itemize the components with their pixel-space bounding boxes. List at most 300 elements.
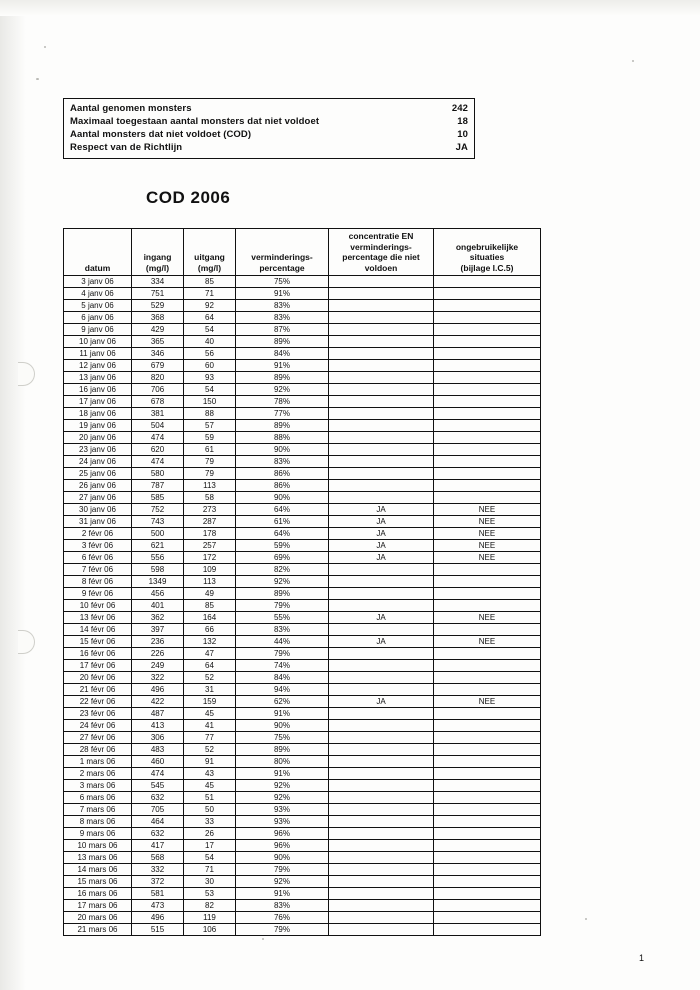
cell-uitgang: 52 — [184, 744, 236, 756]
cell-verminderingspercentage: 89% — [236, 372, 329, 384]
header-line: verminderings- — [350, 241, 412, 252]
cell-ongebruikelijke-situaties — [434, 624, 541, 636]
cell-ongebruikelijke-situaties — [434, 588, 541, 600]
cell-concentratie — [329, 276, 434, 288]
table-row — [64, 672, 541, 684]
cell-ongebruikelijke-situaties: NEE — [434, 636, 541, 648]
cell-ongebruikelijke-situaties — [434, 384, 541, 396]
cell-verminderingspercentage: 92% — [236, 792, 329, 804]
cell-ongebruikelijke-situaties — [434, 420, 541, 432]
cell-uitgang: 45 — [184, 780, 236, 792]
table-row — [64, 468, 541, 480]
cell-ongebruikelijke-situaties: NEE — [434, 528, 541, 540]
cell-concentratie: JA — [329, 516, 434, 528]
cell-verminderingspercentage: 78% — [236, 396, 329, 408]
summary-value: 242 — [451, 103, 468, 114]
cell-uitgang: 59 — [184, 432, 236, 444]
scan-speck — [632, 60, 634, 62]
cell-ongebruikelijke-situaties — [434, 672, 541, 684]
cell-concentratie: JA — [329, 528, 434, 540]
cell-datum: 16 mars 06 — [64, 888, 132, 900]
cell-verminderingspercentage: 88% — [236, 432, 329, 444]
cell-concentratie — [329, 840, 434, 852]
table-row — [64, 312, 541, 324]
cell-verminderingspercentage: 59% — [236, 540, 329, 552]
cell-concentratie — [329, 708, 434, 720]
cell-ingang: 751 — [132, 288, 184, 300]
cell-verminderingspercentage: 89% — [236, 336, 329, 348]
table-row — [64, 408, 541, 420]
table-row — [64, 540, 541, 552]
page-title: COD 2006 — [146, 188, 231, 207]
cell-concentratie — [329, 576, 434, 588]
cell-concentratie: JA — [329, 504, 434, 516]
cell-datum: 21 févr 06 — [64, 684, 132, 696]
cell-uitgang: 60 — [184, 360, 236, 372]
table-row — [64, 720, 541, 732]
cell-uitgang: 43 — [184, 768, 236, 780]
cell-verminderingspercentage: 93% — [236, 804, 329, 816]
cell-uitgang: 79 — [184, 456, 236, 468]
cell-concentratie — [329, 288, 434, 300]
table-row — [64, 684, 541, 696]
cell-ingang: 381 — [132, 408, 184, 420]
cell-concentratie — [329, 300, 434, 312]
scan-speck — [36, 78, 39, 80]
cell-ingang: 621 — [132, 540, 184, 552]
cell-verminderingspercentage: 89% — [236, 588, 329, 600]
cell-concentratie — [329, 360, 434, 372]
cell-uitgang: 159 — [184, 696, 236, 708]
cell-concentratie — [329, 816, 434, 828]
cell-ingang: 556 — [132, 552, 184, 564]
cell-ongebruikelijke-situaties: NEE — [434, 552, 541, 564]
data-table-container — [63, 228, 540, 936]
cell-uitgang: 57 — [184, 420, 236, 432]
cell-uitgang: 150 — [184, 396, 236, 408]
cell-datum: 9 janv 06 — [64, 324, 132, 336]
scan-speck — [262, 938, 264, 940]
cell-ingang: 422 — [132, 696, 184, 708]
cell-datum: 20 janv 06 — [64, 432, 132, 444]
cell-datum: 23 janv 06 — [64, 444, 132, 456]
cell-ongebruikelijke-situaties — [434, 408, 541, 420]
cell-datum: 22 févr 06 — [64, 696, 132, 708]
cell-verminderingspercentage: 77% — [236, 408, 329, 420]
cell-datum: 10 févr 06 — [64, 600, 132, 612]
table-row — [64, 696, 541, 708]
cell-uitgang: 92 — [184, 300, 236, 312]
cell-ingang: 417 — [132, 840, 184, 852]
cell-verminderingspercentage: 89% — [236, 420, 329, 432]
cell-verminderingspercentage: 91% — [236, 288, 329, 300]
table-row — [64, 432, 541, 444]
cell-concentratie — [329, 444, 434, 456]
cell-verminderingspercentage: 90% — [236, 852, 329, 864]
cell-ingang: 496 — [132, 684, 184, 696]
cell-ongebruikelijke-situaties — [434, 360, 541, 372]
cell-concentratie: JA — [329, 612, 434, 624]
table-row — [64, 564, 541, 576]
punch-hole-icon — [18, 630, 35, 654]
cell-concentratie — [329, 468, 434, 480]
cell-concentratie: JA — [329, 552, 434, 564]
header-line: concentratie EN — [348, 231, 414, 241]
cell-verminderingspercentage: 90% — [236, 444, 329, 456]
cell-concentratie — [329, 876, 434, 888]
cell-uitgang: 113 — [184, 576, 236, 588]
cell-verminderingspercentage: 94% — [236, 684, 329, 696]
cell-verminderingspercentage: 83% — [236, 624, 329, 636]
cell-datum: 28 févr 06 — [64, 744, 132, 756]
cell-ingang: 483 — [132, 744, 184, 756]
summary-label: Maximaal toegestaan aantal monsters dat niet voldoet — [70, 116, 320, 127]
cell-verminderingspercentage: 86% — [236, 468, 329, 480]
cell-datum: 13 janv 06 — [64, 372, 132, 384]
cell-uitgang: 119 — [184, 912, 236, 924]
cell-ongebruikelijke-situaties: NEE — [434, 516, 541, 528]
table-row — [64, 708, 541, 720]
table-row — [64, 768, 541, 780]
cell-uitgang: 30 — [184, 876, 236, 888]
cell-ingang: 413 — [132, 720, 184, 732]
cell-ingang: 568 — [132, 852, 184, 864]
cell-ongebruikelijke-situaties — [434, 756, 541, 768]
cell-ingang: 529 — [132, 300, 184, 312]
cell-verminderingspercentage: 83% — [236, 300, 329, 312]
cell-ongebruikelijke-situaties: NEE — [434, 696, 541, 708]
cell-datum: 23 févr 06 — [64, 708, 132, 720]
cell-ongebruikelijke-situaties — [434, 684, 541, 696]
cell-uitgang: 33 — [184, 816, 236, 828]
cell-datum: 7 févr 06 — [64, 564, 132, 576]
cell-concentratie — [329, 432, 434, 444]
cell-ongebruikelijke-situaties — [434, 864, 541, 876]
cell-verminderingspercentage: 93% — [236, 816, 329, 828]
cell-datum: 9 févr 06 — [64, 588, 132, 600]
cell-concentratie — [329, 720, 434, 732]
cell-ongebruikelijke-situaties — [434, 924, 541, 936]
cell-ongebruikelijke-situaties — [434, 348, 541, 360]
cell-datum: 6 mars 06 — [64, 792, 132, 804]
cell-ongebruikelijke-situaties: NEE — [434, 612, 541, 624]
cell-datum: 8 mars 06 — [64, 816, 132, 828]
column-header-datum — [64, 229, 132, 276]
table-row — [64, 576, 541, 588]
header-line: percentage — [259, 262, 305, 273]
cell-datum: 14 févr 06 — [64, 624, 132, 636]
cell-uitgang: 113 — [184, 480, 236, 492]
cell-datum: 5 janv 06 — [64, 300, 132, 312]
cell-datum: 10 janv 06 — [64, 336, 132, 348]
cell-uitgang: 71 — [184, 288, 236, 300]
scan-speck — [44, 46, 46, 48]
cell-verminderingspercentage: 90% — [236, 720, 329, 732]
cell-ingang: 474 — [132, 768, 184, 780]
cell-ongebruikelijke-situaties — [434, 792, 541, 804]
table-row — [64, 732, 541, 744]
cell-concentratie: JA — [329, 540, 434, 552]
cell-datum: 20 févr 06 — [64, 672, 132, 684]
cell-uitgang: 54 — [184, 852, 236, 864]
cell-verminderingspercentage: 62% — [236, 696, 329, 708]
cell-uitgang: 178 — [184, 528, 236, 540]
cell-uitgang: 93 — [184, 372, 236, 384]
cell-ongebruikelijke-situaties — [434, 660, 541, 672]
cell-ingang: 401 — [132, 600, 184, 612]
cell-concentratie — [329, 768, 434, 780]
cell-datum: 27 févr 06 — [64, 732, 132, 744]
cell-uitgang: 85 — [184, 276, 236, 288]
cell-ongebruikelijke-situaties — [434, 312, 541, 324]
cell-uitgang: 26 — [184, 828, 236, 840]
cell-ongebruikelijke-situaties — [434, 720, 541, 732]
cell-concentratie — [329, 672, 434, 684]
cell-ongebruikelijke-situaties — [434, 600, 541, 612]
cell-verminderingspercentage: 75% — [236, 732, 329, 744]
cell-verminderingspercentage: 80% — [236, 756, 329, 768]
cell-ongebruikelijke-situaties: NEE — [434, 540, 541, 552]
cell-ingang: 580 — [132, 468, 184, 480]
table-row — [64, 360, 541, 372]
cell-ongebruikelijke-situaties — [434, 828, 541, 840]
measurements-table — [63, 228, 541, 936]
cell-datum: 8 févr 06 — [64, 576, 132, 588]
cell-uitgang: 31 — [184, 684, 236, 696]
cell-ongebruikelijke-situaties — [434, 852, 541, 864]
table-row — [64, 648, 541, 660]
header-line: (mg/l) — [145, 262, 170, 273]
cell-concentratie — [329, 924, 434, 936]
cell-ingang: 820 — [132, 372, 184, 384]
cell-ingang: 787 — [132, 480, 184, 492]
cell-ingang: 632 — [132, 792, 184, 804]
summary-value: 18 — [457, 116, 468, 127]
cell-concentratie — [329, 780, 434, 792]
cell-uitgang: 54 — [184, 324, 236, 336]
cell-uitgang: 109 — [184, 564, 236, 576]
cell-ingang: 397 — [132, 624, 184, 636]
table-row — [64, 552, 541, 564]
cell-concentratie — [329, 732, 434, 744]
scan-shadow-top — [0, 0, 700, 16]
cell-concentratie — [329, 852, 434, 864]
table-row — [64, 756, 541, 768]
cell-ingang: 678 — [132, 396, 184, 408]
cell-uitgang: 45 — [184, 708, 236, 720]
cell-uitgang: 47 — [184, 648, 236, 660]
cell-verminderingspercentage: 55% — [236, 612, 329, 624]
cell-ongebruikelijke-situaties — [434, 396, 541, 408]
table-row — [64, 444, 541, 456]
cell-ongebruikelijke-situaties — [434, 372, 541, 384]
cell-ingang: 585 — [132, 492, 184, 504]
cell-verminderingspercentage: 92% — [236, 876, 329, 888]
cell-ongebruikelijke-situaties — [434, 840, 541, 852]
cell-uitgang: 58 — [184, 492, 236, 504]
cell-datum: 4 janv 06 — [64, 288, 132, 300]
column-header-concentratie-en-verminderingspercentage — [329, 229, 434, 276]
summary-value: 10 — [457, 129, 468, 140]
table-row — [64, 660, 541, 672]
cell-datum: 3 févr 06 — [64, 540, 132, 552]
cell-concentratie — [329, 480, 434, 492]
table-row — [64, 792, 541, 804]
cell-ingang: 332 — [132, 864, 184, 876]
cell-datum: 26 janv 06 — [64, 480, 132, 492]
table-row — [64, 528, 541, 540]
cell-ongebruikelijke-situaties — [434, 780, 541, 792]
summary-label: Respect van de Richtlijn — [70, 142, 183, 153]
table-row — [64, 276, 541, 288]
header-line: voldoen — [364, 262, 398, 273]
cell-datum: 27 janv 06 — [64, 492, 132, 504]
cell-ongebruikelijke-situaties — [434, 336, 541, 348]
cell-verminderingspercentage: 79% — [236, 600, 329, 612]
cell-datum: 14 mars 06 — [64, 864, 132, 876]
cell-uitgang: 50 — [184, 804, 236, 816]
table-row — [64, 396, 541, 408]
cell-verminderingspercentage: 91% — [236, 768, 329, 780]
cell-ingang: 368 — [132, 312, 184, 324]
cell-ingang: 334 — [132, 276, 184, 288]
cell-ingang: 226 — [132, 648, 184, 660]
cell-verminderingspercentage: 76% — [236, 912, 329, 924]
cell-datum: 9 mars 06 — [64, 828, 132, 840]
cell-ongebruikelijke-situaties — [434, 816, 541, 828]
cell-verminderingspercentage: 89% — [236, 744, 329, 756]
summary-label: Aantal monsters dat niet voldoet (COD) — [70, 129, 252, 140]
table-row — [64, 516, 541, 528]
cell-concentratie — [329, 408, 434, 420]
cell-concentratie: JA — [329, 636, 434, 648]
cell-verminderingspercentage: 92% — [236, 780, 329, 792]
page-number: 1 — [638, 953, 644, 963]
cell-ingang: 474 — [132, 432, 184, 444]
cell-ingang: 474 — [132, 456, 184, 468]
cell-datum: 13 févr 06 — [64, 612, 132, 624]
cell-concentratie — [329, 456, 434, 468]
scan-shadow-left — [0, 0, 26, 990]
cell-ingang: 706 — [132, 384, 184, 396]
cell-ongebruikelijke-situaties — [434, 768, 541, 780]
summary-row — [70, 128, 468, 141]
cell-verminderingspercentage: 69% — [236, 552, 329, 564]
cell-verminderingspercentage: 79% — [236, 924, 329, 936]
table-row — [64, 480, 541, 492]
cell-datum: 24 janv 06 — [64, 456, 132, 468]
cell-uitgang: 64 — [184, 660, 236, 672]
cell-verminderingspercentage: 74% — [236, 660, 329, 672]
cell-concentratie — [329, 384, 434, 396]
cell-concentratie — [329, 912, 434, 924]
header-line: situaties — [469, 252, 505, 262]
summary-row — [70, 141, 468, 154]
column-header-ingang — [132, 229, 184, 276]
cell-concentratie — [329, 348, 434, 360]
cell-uitgang: 106 — [184, 924, 236, 936]
cell-verminderingspercentage: 96% — [236, 840, 329, 852]
cell-datum: 13 mars 06 — [64, 852, 132, 864]
cell-uitgang: 77 — [184, 732, 236, 744]
cell-datum: 2 févr 06 — [64, 528, 132, 540]
table-row — [64, 324, 541, 336]
cell-datum: 15 mars 06 — [64, 876, 132, 888]
cell-verminderingspercentage: 92% — [236, 576, 329, 588]
cell-ongebruikelijke-situaties — [434, 732, 541, 744]
cell-ingang: 1349 — [132, 576, 184, 588]
cell-concentratie — [329, 312, 434, 324]
cell-ingang: 632 — [132, 828, 184, 840]
table-body — [64, 276, 541, 936]
cell-ongebruikelijke-situaties — [434, 804, 541, 816]
cell-concentratie — [329, 564, 434, 576]
cell-uitgang: 52 — [184, 672, 236, 684]
cell-ingang: 620 — [132, 444, 184, 456]
cell-uitgang: 164 — [184, 612, 236, 624]
table-row — [64, 624, 541, 636]
header-line: datum — [84, 262, 111, 273]
cell-ongebruikelijke-situaties — [434, 468, 541, 480]
header-line: ingang — [143, 252, 172, 262]
column-header-verminderingspercentage — [236, 229, 329, 276]
cell-datum: 25 janv 06 — [64, 468, 132, 480]
cell-datum: 17 janv 06 — [64, 396, 132, 408]
cell-concentratie — [329, 792, 434, 804]
cell-ingang: 496 — [132, 912, 184, 924]
header-line: (bijlage I.C.5) — [460, 262, 514, 273]
table-row — [64, 456, 541, 468]
cell-ingang: 504 — [132, 420, 184, 432]
cell-uitgang: 61 — [184, 444, 236, 456]
header-line: ongebruikelijke — [455, 241, 519, 252]
cell-ongebruikelijke-situaties — [434, 480, 541, 492]
cell-verminderingspercentage: 79% — [236, 864, 329, 876]
summary-row — [70, 102, 468, 115]
cell-ingang: 460 — [132, 756, 184, 768]
cell-concentratie: JA — [329, 696, 434, 708]
cell-ingang: 372 — [132, 876, 184, 888]
cell-uitgang: 53 — [184, 888, 236, 900]
cell-ongebruikelijke-situaties — [434, 708, 541, 720]
cell-verminderingspercentage: 79% — [236, 648, 329, 660]
cell-concentratie — [329, 804, 434, 816]
table-row — [64, 888, 541, 900]
cell-verminderingspercentage: 64% — [236, 528, 329, 540]
cell-ingang: 456 — [132, 588, 184, 600]
cell-ongebruikelijke-situaties — [434, 900, 541, 912]
cell-datum: 2 mars 06 — [64, 768, 132, 780]
cell-uitgang: 51 — [184, 792, 236, 804]
cell-ongebruikelijke-situaties — [434, 300, 541, 312]
cell-ingang: 515 — [132, 924, 184, 936]
cell-datum: 24 févr 06 — [64, 720, 132, 732]
scan-speck — [585, 918, 587, 920]
table-row — [64, 288, 541, 300]
cell-concentratie — [329, 888, 434, 900]
cell-ingang: 545 — [132, 780, 184, 792]
cell-datum: 3 janv 06 — [64, 276, 132, 288]
cell-verminderingspercentage: 96% — [236, 828, 329, 840]
cell-ongebruikelijke-situaties — [434, 912, 541, 924]
cell-ingang: 306 — [132, 732, 184, 744]
cell-ongebruikelijke-situaties — [434, 744, 541, 756]
cell-datum: 11 janv 06 — [64, 348, 132, 360]
cell-ingang: 473 — [132, 900, 184, 912]
cell-ongebruikelijke-situaties — [434, 492, 541, 504]
cell-uitgang: 64 — [184, 312, 236, 324]
cell-ongebruikelijke-situaties — [434, 876, 541, 888]
